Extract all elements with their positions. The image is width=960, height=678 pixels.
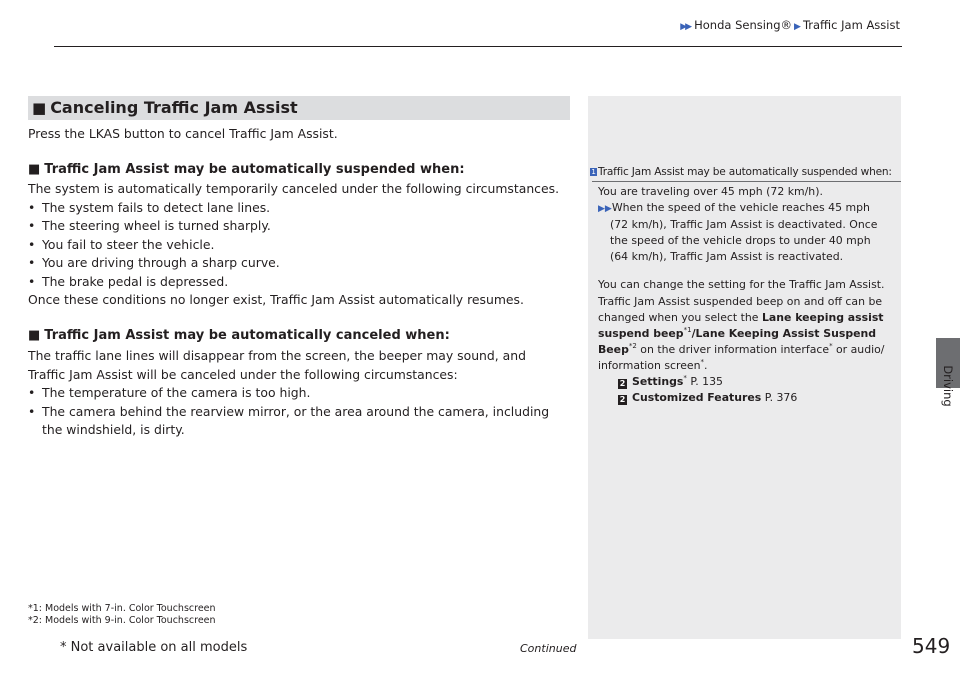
setting-name: /Lane Keeping Assist Suspend bbox=[691, 326, 877, 340]
list-item: • The steering wheel is turned sharply. bbox=[28, 217, 559, 236]
note-title bbox=[590, 166, 892, 178]
footnotes bbox=[28, 603, 216, 627]
footnote-ref: *1 bbox=[683, 325, 692, 334]
header-divider bbox=[54, 46, 902, 47]
sub-arrow-icon: ▶▶ bbox=[598, 204, 612, 215]
footnote-ref: *2 bbox=[628, 341, 637, 350]
note-line bbox=[598, 310, 885, 326]
canceled-lead-line-2: Traffic Jam Assist will be canceled under the following circumstances: bbox=[28, 366, 458, 382]
note-line-text: or audio/ bbox=[832, 342, 885, 356]
list-item-continuation: the windshield, is dirty. bbox=[42, 422, 185, 437]
setting-name: Lane keeping assist bbox=[761, 310, 884, 324]
note-line: the speed of the vehicle drops to under 40 mph bbox=[610, 234, 871, 248]
note-number-badge: 1 bbox=[591, 168, 596, 176]
suspended-subheading bbox=[28, 162, 465, 177]
square-bullet-icon: ■ bbox=[32, 99, 47, 117]
intro-paragraph: Press the LKAS button to cancel Traffic Jam Assist. bbox=[28, 126, 338, 141]
note-title-text: Traffic Jam Assist may be automatically suspended when: bbox=[598, 166, 892, 178]
note-line: You can change the setting for the Traffic Jam Assist. bbox=[598, 278, 885, 292]
chapter-tab-label: Driving bbox=[941, 365, 955, 407]
cross-reference-settings[interactable] bbox=[598, 374, 885, 390]
note-line: (72 km/h), Traffic Jam Assist is deactivated. Once bbox=[610, 218, 878, 232]
note-line-text: on the driver information interface bbox=[636, 342, 830, 356]
section-title: Canceling Traffic Jam Assist bbox=[50, 98, 298, 117]
note-divider bbox=[592, 181, 901, 182]
reference-arrow-icon: 2 bbox=[619, 395, 626, 405]
reference-label: Settings bbox=[632, 375, 684, 389]
breadcrumb-item-honda-sensing[interactable]: Honda Sensing® bbox=[694, 18, 793, 32]
continued-label: Continued bbox=[520, 642, 577, 655]
note-line: You are traveling over 45 mph (72 km/h). bbox=[598, 185, 823, 198]
square-bullet-icon: ■ bbox=[28, 162, 41, 177]
note-line-text: changed when you select the bbox=[598, 310, 762, 324]
reference-page: P. 376 bbox=[761, 391, 798, 405]
note-body bbox=[598, 184, 885, 406]
canceled-subheading-text: Traffic Jam Assist may be automatically canceled when: bbox=[44, 328, 450, 343]
note-line-text: . bbox=[704, 358, 708, 372]
footnote: *2: Models with 9-in. Color Touchscreen bbox=[28, 615, 216, 626]
reference-page: P. 135 bbox=[686, 375, 723, 389]
breadcrumb-arrow-icon: ▶▶ bbox=[680, 22, 691, 32]
canceled-lead-line-1: The traffic lane lines will disappear from the screen, the beeper may sound, and bbox=[28, 348, 526, 363]
breadcrumb bbox=[680, 18, 900, 32]
breadcrumb-item-traffic-jam-assist[interactable]: Traffic Jam Assist bbox=[802, 18, 900, 32]
breadcrumb-arrow-icon: ▶ bbox=[794, 22, 799, 32]
footnote: *1: Models with 7-in. Color Touchscreen bbox=[28, 603, 216, 614]
note-line-text: information screen bbox=[598, 358, 701, 372]
availability-note: * Not available on all models bbox=[60, 640, 248, 655]
page-number: 549 bbox=[912, 634, 951, 658]
note-line: Traffic Jam Assist suspended beep on and off can be bbox=[598, 294, 883, 308]
note-line bbox=[598, 326, 885, 342]
note-line-text: When the speed of the vehicle reaches 45 mph bbox=[611, 201, 870, 215]
note-line bbox=[598, 342, 885, 358]
reference-label: Customized Features bbox=[632, 391, 762, 405]
reference-arrow-icon: 2 bbox=[619, 379, 626, 389]
list-item: • The camera behind the rearview mirror, or the area around the camera, including bbox=[28, 403, 549, 422]
note-line bbox=[598, 358, 885, 374]
suspended-body bbox=[28, 180, 559, 310]
list-item: • You are driving through a sharp curve. bbox=[28, 254, 559, 273]
list-item: • The system fails to detect lane lines. bbox=[28, 199, 559, 218]
footnote-ref: * bbox=[700, 357, 705, 366]
list-item: • The brake pedal is depressed. bbox=[28, 273, 559, 292]
suspended-closing: Once these conditions no longer exist, Traffic Jam Assist automatically resumes. bbox=[28, 292, 524, 307]
note-line: (64 km/h), Traffic Jam Assist is reactivated. bbox=[610, 250, 844, 264]
note-line bbox=[598, 200, 885, 217]
suspended-lead: The system is automatically temporarily canceled under the following circumstances. bbox=[28, 181, 560, 196]
footnote-ref: * bbox=[683, 374, 687, 383]
setting-name: suspend beep bbox=[598, 326, 684, 340]
canceled-body bbox=[28, 347, 549, 440]
suspended-subheading-text: Traffic Jam Assist may be automatically suspended when: bbox=[44, 162, 465, 177]
setting-name: Beep bbox=[598, 342, 629, 356]
list-item: • The temperature of the camera is too high. bbox=[28, 384, 549, 403]
list-item: • You fail to steer the vehicle. bbox=[28, 236, 559, 255]
cross-reference-customized-features[interactable] bbox=[598, 390, 885, 406]
section-heading bbox=[28, 96, 570, 120]
square-bullet-icon: ■ bbox=[28, 328, 41, 343]
canceled-subheading bbox=[28, 328, 450, 343]
footnote-ref: * bbox=[829, 341, 833, 350]
